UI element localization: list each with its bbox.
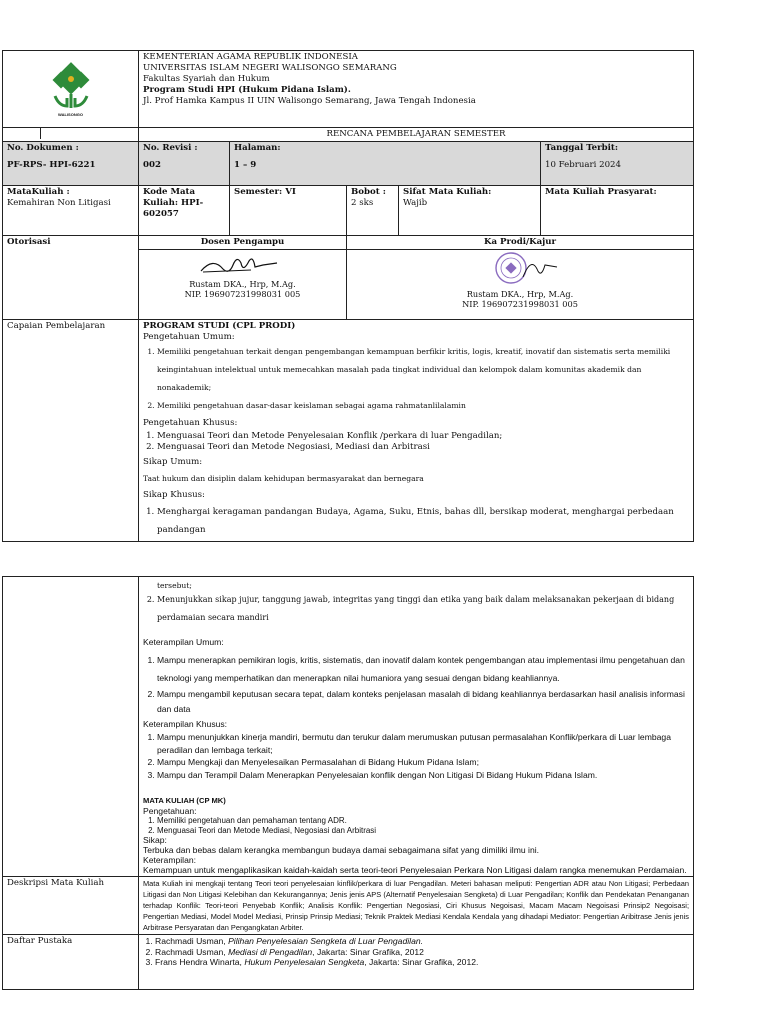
capaian-content (139, 320, 694, 542)
list-item: 2. Menguasai Teori dan Metode Mediasi, Negosiasi dan Arbitrasi (157, 826, 689, 836)
pustaka-rest: , Jakarta: Sinar Grafika, 2012 (312, 946, 424, 957)
list-item (155, 957, 689, 968)
list-item: 1. Memiliki pengetahuan dan pemahaman tentang ADR. (157, 816, 689, 826)
mk-cell (3, 186, 139, 236)
capaian-content-cont (139, 577, 694, 877)
sikap-khusus-list-cont (143, 591, 689, 627)
cpmk-ket-label: Keterampilan: (143, 855, 197, 865)
doc-title: RENCANA PEMBELAJARAN SEMESTER (139, 128, 694, 142)
dosen-signature-cell (139, 250, 347, 320)
university-line: UNIVERSITAS ISLAM NEGERI WALISONGO SEMARANG (143, 63, 397, 73)
deskripsi-label: Deskripsi Mata Kuliah (3, 877, 139, 935)
no-revisi-value: 002 (143, 160, 161, 170)
logo-text: WALISONGO (58, 111, 83, 117)
no-revisi-cell (139, 142, 230, 186)
cpl-heading: PROGRAM STUDI (CPL PRODI) (143, 321, 296, 331)
list-item: 2. Menguasai Teori dan Metode Negosiasi, Mediasi dan Arbitrasi (157, 442, 689, 453)
halaman-value: 1 – 9 (234, 160, 257, 170)
list-item: 1. Menguasai Teori dan Metode Penyelesaian Konflik /perkara di luar Pengadilan; (157, 431, 689, 442)
rps-header-table (2, 50, 694, 542)
dosen-name: Rustam DKA., Hrp, M.Ag. (189, 279, 296, 289)
pustaka-label: Daftar Pustaka (3, 935, 139, 990)
stamp-signature-image (465, 251, 575, 287)
pustaka-author: Rachmadi Usman, (155, 936, 229, 946)
no-dokumen-cell (3, 142, 139, 186)
page-2 (0, 576, 768, 1024)
list-item: 3. Mampu dan Terampil Dalam Menerapkan Penyelesaian konflik dengan Non Litigasi Di Bidang Hukum Pidana Islam. (157, 769, 689, 782)
pustaka-author: Frans Hendra Winarta, (155, 957, 245, 967)
sifat-cell (399, 186, 541, 236)
mk-label: MataKuliah : (7, 187, 70, 197)
ket-umum-label: Keterampilan Umum: (143, 637, 224, 647)
cpmk-peng-label: Pengetahuan: (143, 806, 197, 816)
tanggal-label: Tanggal Terbit: (545, 143, 619, 153)
pustaka-rest: , Jakarta: Sinar Grafika, 2012. (364, 957, 479, 967)
capaian-label: Capaian Pembelajaran (3, 320, 139, 542)
peng-khusus-list (143, 431, 689, 453)
no-dokumen-label: No. Dokumen : (7, 143, 79, 153)
ket-khusus-label: Keterampilan Khusus: (143, 719, 228, 729)
list-item: 2. Menunjukkan sikap jujur, tanggung jawab, integritas yang tinggi dan etika yang baik dalam melaksanakan pekerjaan di bidang perdamaian secara mandiri (157, 591, 689, 627)
peng-umum-label: Pengetahuan Umum: (143, 332, 235, 342)
pustaka-title: Hukum Penyelesaian Sengketa (244, 957, 365, 967)
list-item (155, 936, 689, 947)
cpmk-sikap-text: Terbuka dan bebas dalam kerangka membangun budaya damai sebagaimana sifat yang dimiliki ilmu ini. (143, 845, 540, 855)
institution-header (139, 51, 694, 128)
pustaka-title: Pilihan Penyelesaian Sengketa di Luar Pengadilan. (228, 936, 424, 946)
logo-cell (3, 51, 139, 128)
prasyarat-cell: Mata Kuliah Prasyarat: (541, 186, 694, 236)
sifat-value: Wajib (403, 198, 428, 208)
list-item: 2. Mampu mengambil keputusan secara tepat, dalam konteks penjelasan masalah di bidang keahliannya berdasarkan hasil analisis informasi dan data (157, 687, 689, 717)
semester-cell: Semester: VI (230, 186, 347, 236)
otorisasi-label: Otorisasi (3, 236, 139, 320)
peng-khusus-label: Pengetahuan Khusus: (143, 418, 238, 428)
list-item: 2. Memiliki pengetahuan dasar-dasar keislaman sebagai agama rahmatanlilalamin (157, 397, 689, 415)
pustaka-title: Mediasi di Pengadilan (228, 946, 313, 957)
rps-continuation-table (2, 576, 694, 990)
dosen-header: Dosen Pengampu (139, 236, 347, 250)
ket-khusus-list (143, 731, 689, 781)
kaprodi-header: Ka Prodi/Kajur (347, 236, 694, 250)
sikap-khusus-label: Sikap Khusus: (143, 490, 205, 500)
list-item: 1. Mampu menunjukkan kinerja mandiri, bermutu dan terukur dalam merumuskan putusan permasalahan Konflik/perkara di Luar lembaga peradilan dan lembaga terkait; (157, 731, 689, 756)
kaprodi-nip: NIP. 196907231998031 005 (462, 299, 578, 309)
ket-umum-list (143, 651, 689, 717)
program-line: Program Studi HPI (Hukum Pidana Islam). (143, 85, 351, 95)
pustaka-list (143, 936, 689, 968)
kaprodi-name: Rustam DKA., Hrp, M.Ag. (466, 289, 574, 299)
deskripsi-text: Mata Kuliah ini mengkaji tentang Teori teori penyelesaian kinflik/perkara di luar Pengadilan. Meteri bahasan meliputi: Pengertian ADR atau Non Litigasi; Perbedaan Litigasi dan Non Litigasi Kelebihan dan Kekurangannya; Jenis jenis APS (Alternatif Penyelesaian Sengketa) di Luar Pengadilan; Konflik dan Pendekatan Penanganan terhadap Konflik: Teori-teori Penyebab Konflik; Analisis Konflik: Pengertian Negosiasi, Ciri Khusus Negoisasi, Macam Macam Negoisasi Prinsip2 Negoisasi; Pengertian Mediasi, Model Model Mediasi, Prinsip Prinsip Mediasi; Teknik Praktek Mediasi Kendala Kendala yang dihadapi Mediator: Pengertian Aribitrase Jenis jenis Arbitrase Persyaratan dan Pengangkatan Arbiter. (139, 877, 694, 935)
halaman-cell (230, 142, 541, 186)
sikap-umum-label: Sikap Umum: (143, 457, 203, 467)
faculty-line: Fakultas Syariah dan Hukum (143, 74, 270, 84)
halaman-label: Halaman: (234, 143, 281, 153)
kode-cell: Kode Mata Kuliah: HPI-602057 (139, 186, 230, 236)
kaprodi-signature-cell (347, 250, 694, 320)
pustaka-content (139, 935, 694, 990)
title-left-cell (3, 128, 139, 142)
cpmk-peng-list (143, 816, 689, 835)
no-revisi-label: No. Revisi : (143, 143, 198, 153)
list-item: 2. Mampu Mengkaji dan Menyelesaikan Permasalahan di Bidang Hukum Pidana Islam; (157, 756, 689, 769)
tanggal-cell (541, 142, 694, 186)
pustaka-author: Rachmadi Usman, (155, 946, 229, 957)
bobot-value: 2 sks (351, 198, 374, 208)
list-item: 1. Menghargai keragaman pandangan Budaya, Agama, Suku, Etnis, bahas dll, bersikap moderat, menghargai perbedaan pandangan (157, 503, 689, 539)
dosen-nip: NIP. 196907231998031 005 (184, 289, 301, 299)
address-line: Jl. Prof Hamka Kampus II UIN Walisongo Semarang, Jawa Tengah Indonesia (143, 96, 476, 106)
bobot-cell (347, 186, 399, 236)
peng-umum-list (143, 343, 689, 415)
ministry-line: KEMENTERIAN AGAMA REPUBLIK INDONESIA (143, 52, 358, 62)
cpmk-sikap-label: Sikap: (143, 835, 167, 845)
mk-name: Kemahiran Non Litigasi (7, 198, 111, 208)
list-item: 1. Mampu menerapkan pemikiran logis, kritis, sistematis, dan inovatif dalam kontek pengembangan atau implementasi ilmu pengetahuan dan teknologi yang memperhatikan dan menerapkan nilai humaniora yang sesuai dengan bidang keahliannya. (157, 651, 689, 687)
university-logo-icon (49, 62, 93, 112)
list-item (155, 947, 689, 958)
list-item: 1. Memiliki pengetahuan terkait dengan pengembangan kemampuan berfikir kritis, logis, kreatif, inovatif dan sistematis serta memiliki keingintahuan intelektual untuk memecahkan masalah pada tingkat individual dan kelompok dalam komunitas akademik dan nonakademik; (157, 343, 689, 397)
signature-image (193, 251, 293, 277)
bobot-label: Bobot : (351, 187, 386, 197)
capaian-label-cont (3, 577, 139, 877)
cpmk-ket-text: Kemampuan untuk mengaplikasikan kaidah-kaidah serta teori-teori Penyelesaian Perkara Non Litigasi dalam rangka menemukan Perdamaian. (143, 865, 687, 875)
tanggal-value: 10 Februari 2024 (545, 160, 621, 170)
sifat-label: Sifat Mata Kuliah: (403, 187, 492, 197)
sikap-cont: tersebut; (157, 581, 192, 590)
cpmk-heading: MATA KULIAH (CP MK) (143, 796, 226, 805)
no-dokumen-value: PF-RPS- HPI-6221 (7, 160, 96, 170)
sikap-umum-text: Taat hukum dan disiplin dalam kehidupan bermasyarakat dan bernegara (143, 474, 424, 483)
sikap-khusus-list (143, 503, 689, 539)
